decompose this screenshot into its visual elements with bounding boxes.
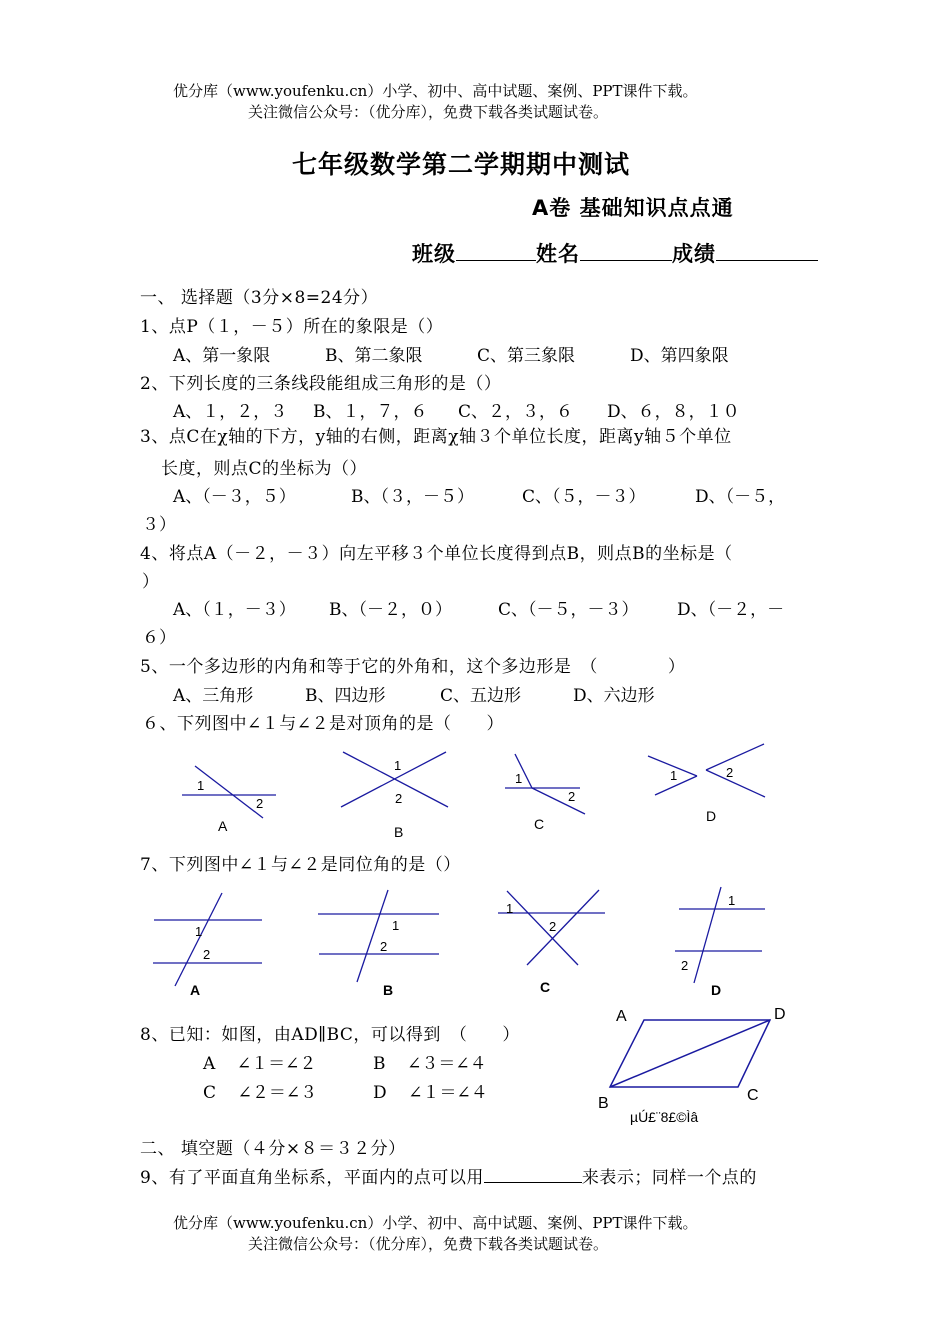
page-title: 七年级数学第二学期期中测试: [292, 150, 631, 179]
q2-option-a: A、１，２，３: [173, 402, 288, 422]
student-info: [412, 238, 818, 268]
q5-option-b: B、四边形: [305, 686, 386, 706]
q8-option-b: [373, 1049, 487, 1074]
header-line-1: 优分库（www.youfenku.cn）小学、初中、高中试题、案例、PPT课件下载。: [173, 82, 698, 100]
q5-option-d: D、六边形: [573, 686, 655, 706]
q7d-angle-2: 2: [681, 958, 689, 973]
section-2-title: 二、 填空题（４分×８＝３２分）: [140, 1139, 406, 1159]
q5-stem: 5、一个多边形的内角和等于它的外角和，这个多边形是 （ ）: [140, 657, 686, 677]
q8-option-b-letter: B: [373, 1054, 386, 1074]
q8-option-d-letter: D: [373, 1083, 387, 1103]
q6d-angle-1: 1: [670, 768, 678, 783]
q6a-angle-2: 2: [256, 796, 264, 811]
q8-option-c-letter: C: [203, 1083, 217, 1103]
q7b-transversal: [357, 890, 388, 982]
q6-label-b: B: [394, 824, 404, 840]
q7c-angle-2: 2: [549, 919, 557, 934]
q8-option-a: [203, 1049, 316, 1074]
q7a-transversal: [175, 893, 222, 986]
q7-label-b: B: [383, 982, 394, 998]
q7-figures: [150, 882, 800, 1002]
q7c-line-2: [507, 891, 578, 965]
q7-stem: 7、下列图中∠１与∠２是同位角的是（）: [140, 855, 461, 875]
q4-option-c: C、（－５，－３）: [498, 600, 639, 620]
q7d-angle-1: 1: [728, 893, 736, 908]
q7d-transversal: [694, 887, 721, 983]
q8-option-a-letter: A: [203, 1054, 216, 1074]
q6c-angle-2: 2: [568, 789, 576, 804]
q4-stem-line-2: ）: [142, 572, 160, 592]
class-label: 班级: [412, 242, 456, 266]
section-1-title: 一、 选择题（3分×8=24分）: [140, 288, 379, 308]
q9-stem: [140, 1163, 757, 1188]
q7b-angle-1: 1: [392, 918, 400, 933]
q8-vertex-b: B: [598, 1095, 609, 1112]
q1-option-d: D、第四象限: [630, 346, 729, 366]
q8-diagonal-bd: [610, 1020, 770, 1087]
q7-label-c: C: [540, 979, 551, 995]
q7-label-d: D: [711, 982, 722, 998]
q2-stem: 2、下列长度的三条线段能组成三角形的是（）: [140, 374, 502, 394]
q8-option-c-text: ∠２＝∠３: [237, 1083, 318, 1103]
q7a-angle-1: 1: [195, 924, 203, 939]
q8-option-d-text: ∠１＝∠４: [408, 1083, 488, 1103]
q9-text-before: 9、有了平面直角坐标系，平面内的点可以用: [140, 1168, 484, 1188]
q8-option-d: [373, 1078, 488, 1103]
header-line-2: 关注微信公众号：（优分库），免费下载各类试题试卷。: [248, 103, 609, 121]
page-subtitle: A卷 基础知识点点通: [532, 196, 734, 220]
q3-option-b: B、（３，－５）: [351, 487, 474, 507]
q6b-angle-1: 1: [394, 758, 402, 773]
footer-line-2: 关注微信公众号：（优分库），免费下载各类试题试卷。: [248, 1235, 609, 1253]
q8-stem: 8、已知：如图，由AD∥BC，可以得到 （ ）: [140, 1025, 520, 1045]
q1-option-c: C、第三象限: [477, 346, 576, 366]
q6-stem: ６、下列图中∠１与∠２是对顶角的是（ ）: [142, 714, 504, 734]
q3-option-d-wrap: ３）: [142, 515, 176, 535]
q6-figures: [160, 738, 800, 848]
q6-label-d: D: [706, 808, 717, 824]
score-blank[interactable]: [716, 242, 818, 261]
q4-stem-line-1: 4、将点A（－２，－３）向左平移３个单位长度得到点B，则点B的坐标是（: [140, 544, 733, 564]
q1-option-b: B、第二象限: [325, 346, 423, 366]
q8-figure: [590, 1000, 800, 1135]
q7-label-a: A: [190, 982, 201, 998]
q7b-angle-2: 2: [380, 939, 388, 954]
class-blank[interactable]: [456, 242, 536, 261]
q2-option-c: C、２，３，６: [458, 402, 574, 422]
footer-line-1: 优分库（www.youfenku.cn）小学、初中、高中试题、案例、PPT课件下载。: [173, 1214, 698, 1232]
q8-figure-caption: µÚ£¨8£©Ìâ: [630, 1109, 699, 1125]
q7a-angle-2: 2: [203, 947, 211, 962]
q8-vertex-d: D: [774, 1006, 786, 1023]
q6-label-a: A: [218, 818, 228, 834]
q6a-transversal: [195, 766, 263, 818]
q5-option-c: C、五边形: [440, 686, 522, 706]
q4-option-b: B、（－２，０）: [329, 600, 452, 620]
q3-stem-line-1: 3、点C在χ轴的下方，y轴的右侧，距离χ轴３个单位长度，距离y轴５个单位: [140, 427, 732, 447]
q6c-ray-2: [532, 788, 585, 814]
q4-option-d: D、（－２，－: [677, 600, 785, 620]
q3-stem-line-2: 长度，则点C的坐标为（）: [161, 459, 368, 479]
q5-option-a: A、三角形: [173, 686, 254, 706]
q7c-line-3: [527, 890, 599, 965]
q8-vertex-a: A: [616, 1008, 627, 1025]
q3-option-d: D、（－５，: [695, 487, 786, 507]
q4-option-d-wrap: ６）: [142, 628, 176, 648]
q1-stem: 1、点P（１，－５）所在的象限是（）: [140, 317, 444, 337]
name-label: 姓名: [536, 242, 580, 266]
q8-option-c: [203, 1078, 317, 1103]
q3-option-a: A、（－３，５）: [173, 487, 296, 507]
q6d-ray-2a: [706, 744, 764, 770]
q6-label-c: C: [534, 816, 545, 832]
q7c-angle-1: 1: [506, 901, 514, 916]
q9-text-after: 来表示；同样一个点的: [581, 1168, 757, 1188]
q8-vertex-c: C: [747, 1087, 759, 1104]
q1-option-a: A、第一象限: [173, 346, 271, 366]
q8-option-b-text: ∠３＝∠４: [407, 1054, 487, 1074]
q4-option-a: A、（１，－３）: [173, 600, 296, 620]
q9-blank[interactable]: [484, 1164, 582, 1183]
name-blank[interactable]: [580, 242, 672, 261]
q6d-angle-2: 2: [726, 765, 734, 780]
score-label: 成绩: [672, 242, 716, 266]
q6c-angle-1: 1: [515, 771, 523, 786]
q2-option-d: D、６，８，１０: [607, 402, 740, 422]
q3-option-c: C、（５，－３）: [522, 487, 646, 507]
q6a-angle-1: 1: [197, 778, 205, 793]
q2-option-b: B、１，７，６: [313, 402, 428, 422]
q8-option-a-text: ∠１＝∠２: [236, 1054, 317, 1074]
q6b-angle-2: 2: [395, 791, 403, 806]
q6d-ray-2b: [706, 770, 765, 797]
